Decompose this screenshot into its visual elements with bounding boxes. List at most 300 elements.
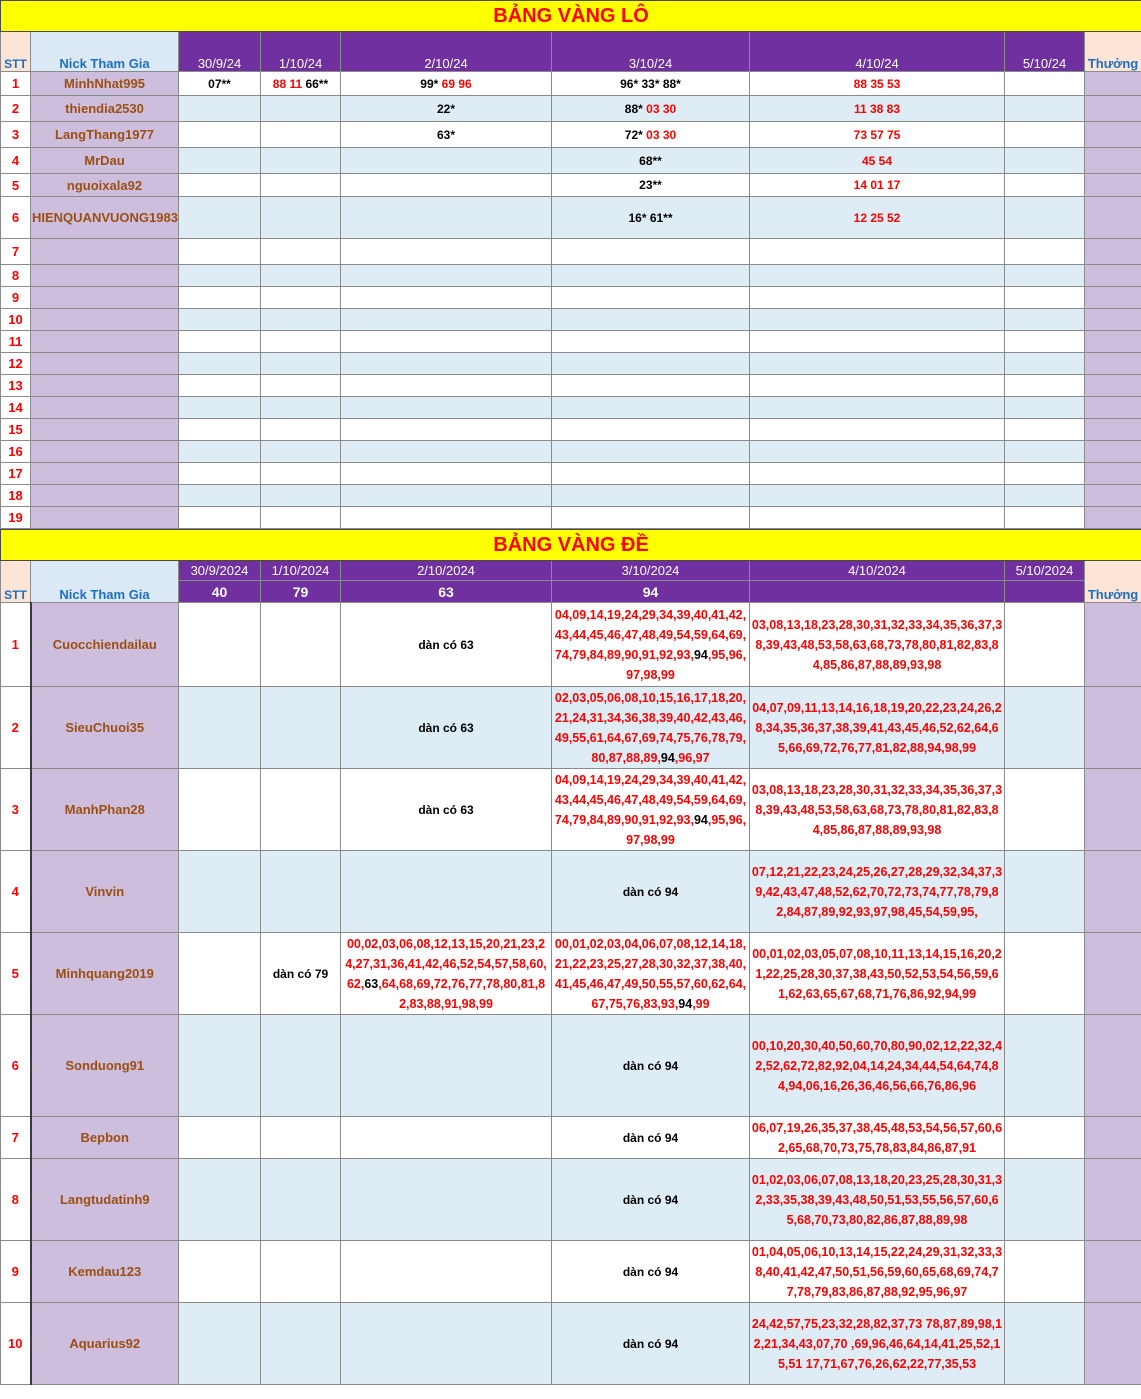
pick-cell[interactable] <box>750 507 1005 529</box>
de-header-stt: STT <box>1 561 31 603</box>
cell-text: 94 <box>678 996 693 1011</box>
pick-cell[interactable] <box>261 239 341 265</box>
pick-cell[interactable] <box>179 197 261 239</box>
thuong-cell[interactable] <box>1085 197 1141 239</box>
pick-cell[interactable] <box>552 72 750 96</box>
thuong-cell[interactable] <box>1085 309 1141 331</box>
pick-cell[interactable] <box>261 197 341 239</box>
pick-cell[interactable] <box>179 1241 261 1303</box>
table-row <box>1 603 1141 687</box>
pick-cell[interactable] <box>179 72 261 96</box>
cell-text: dàn có 94 <box>622 1336 679 1351</box>
table-row <box>1 441 1141 463</box>
pick-cell[interactable] <box>552 375 750 397</box>
table-row <box>1 1241 1141 1303</box>
pick-cell[interactable] <box>1005 331 1085 353</box>
pick-cell[interactable] <box>261 507 341 529</box>
nick-cell <box>31 309 179 331</box>
pick-cell[interactable] <box>261 72 341 96</box>
nick-cell: MinhNhat995 <box>31 72 179 96</box>
nick-cell: Cuocchiendailau <box>31 603 179 687</box>
table-row <box>1 375 1141 397</box>
cell-text: 66** <box>305 76 329 91</box>
cell-text: 00,10,20,30,40,50,60,70,80,90,02,12,22,32,42,52,62,72,82,92,04,14,24,34,44,54,64,74,84,94,06,16,26,36,46,56,66,76,86,96 <box>751 1038 1003 1093</box>
pick-cell[interactable] <box>179 1303 261 1385</box>
pick-cell[interactable] <box>341 485 552 507</box>
pick-cell[interactable] <box>341 72 552 96</box>
pick-cell[interactable] <box>1005 687 1085 769</box>
pick-cell[interactable] <box>179 309 261 331</box>
pick-cell[interactable] <box>179 239 261 265</box>
nick-cell: ManhPhan28 <box>31 769 179 851</box>
thuong-cell[interactable] <box>1085 485 1141 507</box>
cell-text: 99* <box>420 76 442 91</box>
pick-cell[interactable] <box>261 1015 341 1117</box>
pick-cell[interactable] <box>261 287 341 309</box>
row-number: 11 <box>1 331 31 353</box>
pick-cell[interactable] <box>1005 265 1085 287</box>
row-number: 6 <box>1 1015 31 1117</box>
row-number: 19 <box>1 507 31 529</box>
pick-cell[interactable] <box>341 1241 552 1303</box>
pick-cell[interactable] <box>552 239 750 265</box>
cell-text: 72* <box>624 127 647 142</box>
table-row <box>1 353 1141 375</box>
pick-cell[interactable] <box>552 441 750 463</box>
lo-body <box>1 72 1141 529</box>
de-header-date: 1/10/2024 <box>261 561 341 581</box>
pick-cell[interactable] <box>1005 485 1085 507</box>
nick-cell <box>31 375 179 397</box>
pick-cell[interactable] <box>552 1303 750 1385</box>
pick-cell[interactable] <box>1005 769 1085 851</box>
pick-cell[interactable] <box>750 933 1005 1015</box>
cell-text: 68** <box>639 153 662 168</box>
thuong-cell[interactable] <box>1085 353 1141 375</box>
pick-cell[interactable] <box>341 1015 552 1117</box>
de-result <box>1005 581 1085 603</box>
row-number: 4 <box>1 851 31 933</box>
pick-cell[interactable] <box>1005 287 1085 309</box>
pick-cell[interactable] <box>1005 174 1085 197</box>
cell-text: 88* <box>624 101 647 116</box>
thuong-cell[interactable] <box>1085 419 1141 441</box>
thuong-cell[interactable] <box>1085 122 1141 148</box>
pick-cell[interactable] <box>179 148 261 174</box>
pick-cell[interactable] <box>750 1303 1005 1385</box>
pick-cell[interactable] <box>552 507 750 529</box>
pick-cell[interactable] <box>179 1015 261 1117</box>
row-number: 8 <box>1 265 31 287</box>
pick-cell[interactable] <box>341 441 552 463</box>
pick-cell[interactable] <box>179 96 261 122</box>
row-number: 2 <box>1 96 31 122</box>
pick-cell[interactable] <box>341 397 552 419</box>
row-number: 9 <box>1 1241 31 1303</box>
nick-cell <box>31 353 179 375</box>
pick-cell[interactable] <box>1005 933 1085 1015</box>
cell-text: 14 01 17 <box>853 178 901 192</box>
row-number: 2 <box>1 687 31 769</box>
nick-cell: MrDau <box>31 148 179 174</box>
thuong-cell[interactable] <box>1085 463 1141 485</box>
nick-cell <box>31 331 179 353</box>
nick-cell: Bepbon <box>31 1117 179 1159</box>
pick-cell[interactable] <box>179 174 261 197</box>
pick-cell[interactable] <box>261 687 341 769</box>
cell-text: 45 54 <box>861 153 893 168</box>
cell-text: 11 38 83 <box>853 101 901 116</box>
cell-text: 07** <box>208 76 231 91</box>
pick-cell[interactable] <box>1005 96 1085 122</box>
pick-cell[interactable] <box>750 309 1005 331</box>
pick-cell[interactable] <box>552 1159 750 1241</box>
pick-cell[interactable] <box>750 419 1005 441</box>
pick-cell[interactable] <box>341 687 552 769</box>
pick-cell[interactable] <box>750 122 1005 148</box>
pick-cell[interactable] <box>750 441 1005 463</box>
cell-text: 22* <box>436 101 456 116</box>
pick-cell[interactable] <box>261 1241 341 1303</box>
pick-cell[interactable] <box>179 397 261 419</box>
pick-cell[interactable] <box>1005 122 1085 148</box>
pick-cell[interactable] <box>750 397 1005 419</box>
pick-cell[interactable] <box>1005 1117 1085 1159</box>
cell-text: dàn có 94 <box>622 1058 679 1073</box>
pick-cell[interactable] <box>179 1159 261 1241</box>
nick-cell: LangThang1977 <box>31 122 179 148</box>
lo-header-date: 2/10/24 <box>341 32 552 72</box>
row-number: 14 <box>1 397 31 419</box>
pick-cell[interactable] <box>552 397 750 419</box>
pick-cell[interactable] <box>341 197 552 239</box>
pick-cell[interactable] <box>552 419 750 441</box>
pick-cell[interactable] <box>552 851 750 933</box>
pick-cell[interactable] <box>1005 353 1085 375</box>
table-row <box>1 265 1141 287</box>
pick-cell[interactable] <box>750 375 1005 397</box>
pick-cell[interactable] <box>261 309 341 331</box>
table-row <box>1 287 1141 309</box>
pick-cell[interactable] <box>179 331 261 353</box>
de-header-nick: Nick Tham Gia <box>31 561 179 603</box>
thuong-cell[interactable] <box>1085 1303 1141 1385</box>
pick-cell[interactable] <box>341 122 552 148</box>
thuong-cell[interactable] <box>1085 1117 1141 1159</box>
pick-cell[interactable] <box>1005 239 1085 265</box>
pick-cell[interactable] <box>1005 197 1085 239</box>
pick-cell[interactable] <box>179 933 261 1015</box>
table-row <box>1 769 1141 851</box>
pick-cell[interactable] <box>261 174 341 197</box>
pick-cell[interactable] <box>750 148 1005 174</box>
table-row <box>1 72 1141 96</box>
nick-cell: Kemdau123 <box>31 1241 179 1303</box>
pick-cell[interactable] <box>552 769 750 851</box>
pick-cell[interactable] <box>261 485 341 507</box>
table-row <box>1 687 1141 769</box>
pick-cell[interactable] <box>341 1117 552 1159</box>
pick-cell[interactable] <box>1005 72 1085 96</box>
pick-cell[interactable] <box>750 265 1005 287</box>
pick-cell[interactable] <box>261 933 341 1015</box>
row-number: 13 <box>1 375 31 397</box>
pick-cell[interactable] <box>552 463 750 485</box>
thuong-cell[interactable] <box>1085 1241 1141 1303</box>
table-row <box>1 309 1141 331</box>
pick-cell[interactable] <box>179 353 261 375</box>
pick-cell[interactable] <box>179 441 261 463</box>
pick-cell[interactable] <box>750 687 1005 769</box>
thuong-cell[interactable] <box>1085 174 1141 197</box>
pick-cell[interactable] <box>261 851 341 933</box>
pick-cell[interactable] <box>341 463 552 485</box>
pick-cell[interactable] <box>179 463 261 485</box>
table-row <box>1 1303 1141 1385</box>
cell-text: 73 57 75 <box>853 127 901 142</box>
table-row <box>1 485 1141 507</box>
pick-cell[interactable] <box>1005 1303 1085 1385</box>
row-number: 12 <box>1 353 31 375</box>
thuong-cell[interactable] <box>1085 1015 1141 1117</box>
thuong-cell[interactable] <box>1085 331 1141 353</box>
pick-cell[interactable] <box>552 603 750 687</box>
thuong-cell[interactable] <box>1085 441 1141 463</box>
pick-cell[interactable] <box>261 1117 341 1159</box>
cell-text: 06,07,19,26,35,37,38,45,48,53,54,56,57,60,62,65,68,70,73,75,78,83,84,86,87,91 <box>751 1120 1003 1155</box>
pick-cell[interactable] <box>261 96 341 122</box>
thuong-cell[interactable] <box>1085 375 1141 397</box>
pick-cell[interactable] <box>750 851 1005 933</box>
pick-cell[interactable] <box>1005 419 1085 441</box>
pick-cell[interactable] <box>179 769 261 851</box>
cell-text: dàn có 94 <box>622 1264 679 1279</box>
pick-cell[interactable] <box>552 1241 750 1303</box>
pick-cell[interactable] <box>261 603 341 687</box>
pick-cell[interactable] <box>1005 507 1085 529</box>
pick-cell[interactable] <box>179 603 261 687</box>
thuong-cell[interactable] <box>1085 397 1141 419</box>
table-row <box>1 331 1141 353</box>
pick-cell[interactable] <box>552 1117 750 1159</box>
pick-cell[interactable] <box>750 197 1005 239</box>
thuong-cell[interactable] <box>1085 769 1141 851</box>
table-row <box>1 239 1141 265</box>
cell-text: 01,04,05,06,10,13,14,15,22,24,29,31,32,33,38,40,41,42,47,50,51,56,59,60,65,68,69,74,77,78,79,83,86,87,88,92,95,96,97 <box>751 1244 1003 1299</box>
thuong-cell[interactable] <box>1085 603 1141 687</box>
pick-cell[interactable] <box>750 463 1005 485</box>
pick-cell[interactable] <box>1005 851 1085 933</box>
thuong-cell[interactable] <box>1085 1159 1141 1241</box>
de-result: 40 <box>179 581 261 603</box>
thuong-cell[interactable] <box>1085 265 1141 287</box>
row-number: 17 <box>1 463 31 485</box>
lo-header-date: 1/10/24 <box>261 32 341 72</box>
pick-cell[interactable] <box>1005 463 1085 485</box>
nick-cell: Aquarius92 <box>31 1303 179 1385</box>
pick-cell[interactable] <box>552 122 750 148</box>
pick-cell[interactable] <box>261 265 341 287</box>
pick-cell[interactable] <box>341 287 552 309</box>
cell-text: 00,01,02,03,04,06,07,08,12,14,18,21,22,23,25,27,28,30,32,37,38,40,41,45,46,47,49,50,55,57,60,62,64,67,75,76,83,93, <box>554 936 747 1011</box>
lo-header-date: 5/10/24 <box>1005 32 1085 72</box>
pick-cell[interactable] <box>552 331 750 353</box>
pick-cell[interactable] <box>341 603 552 687</box>
pick-cell[interactable] <box>552 174 750 197</box>
pick-cell[interactable] <box>552 287 750 309</box>
de-body <box>1 603 1141 1385</box>
pick-cell[interactable] <box>552 197 750 239</box>
pick-cell[interactable] <box>341 331 552 353</box>
pick-cell[interactable] <box>341 148 552 174</box>
pick-cell[interactable] <box>341 769 552 851</box>
row-number: 8 <box>1 1159 31 1241</box>
pick-cell[interactable] <box>341 239 552 265</box>
cell-text: dàn có 94 <box>622 1130 679 1145</box>
pick-cell[interactable] <box>1005 1241 1085 1303</box>
pick-cell[interactable] <box>179 265 261 287</box>
pick-cell[interactable] <box>552 353 750 375</box>
pick-cell[interactable] <box>341 174 552 197</box>
pick-cell[interactable] <box>341 353 552 375</box>
row-number: 1 <box>1 72 31 96</box>
pick-cell[interactable] <box>261 441 341 463</box>
pick-cell[interactable] <box>1005 1015 1085 1117</box>
de-header-date: 2/10/2024 <box>341 561 552 581</box>
cell-text: 04,09,14,19,24,29,34,39,40,41,42,43,44,45,46,47,48,49,54,59,64,69,74,79,84,89,90,91,92,93, <box>554 607 747 662</box>
pick-cell[interactable] <box>261 397 341 419</box>
pick-cell[interactable] <box>750 1159 1005 1241</box>
pick-cell[interactable] <box>261 148 341 174</box>
thuong-cell[interactable] <box>1085 933 1141 1015</box>
pick-cell[interactable] <box>750 1015 1005 1117</box>
pick-cell[interactable] <box>341 1159 552 1241</box>
pick-cell[interactable] <box>750 72 1005 96</box>
pick-cell[interactable] <box>750 603 1005 687</box>
row-number: 18 <box>1 485 31 507</box>
pick-cell[interactable] <box>552 933 750 1015</box>
pick-cell[interactable] <box>552 309 750 331</box>
pick-cell[interactable] <box>261 1159 341 1241</box>
pick-cell[interactable] <box>552 687 750 769</box>
thuong-cell[interactable] <box>1085 148 1141 174</box>
pick-cell[interactable] <box>750 1117 1005 1159</box>
pick-cell[interactable] <box>341 507 552 529</box>
pick-cell[interactable] <box>341 1303 552 1385</box>
de-header-row <box>1 561 1141 581</box>
pick-cell[interactable] <box>341 419 552 441</box>
pick-cell[interactable] <box>341 265 552 287</box>
pick-cell[interactable] <box>261 331 341 353</box>
pick-cell[interactable] <box>341 309 552 331</box>
cell-text: 01,02,03,06,07,08,13,18,20,23,25,28,30,31,32,33,35,38,39,43,48,50,51,53,55,56,57,60,65,68,70,73,80,82,86,87,88,89,98 <box>751 1172 1003 1227</box>
pick-cell[interactable] <box>341 96 552 122</box>
pick-cell[interactable] <box>261 769 341 851</box>
pick-cell[interactable] <box>750 174 1005 197</box>
pick-cell[interactable] <box>1005 603 1085 687</box>
pick-cell[interactable] <box>341 375 552 397</box>
pick-cell[interactable] <box>179 485 261 507</box>
lo-header-date: 4/10/24 <box>750 32 1005 72</box>
pick-cell[interactable] <box>1005 148 1085 174</box>
de-header-date: 3/10/2024 <box>552 561 750 581</box>
pick-cell[interactable] <box>179 687 261 769</box>
pick-cell[interactable] <box>261 419 341 441</box>
pick-cell[interactable] <box>261 375 341 397</box>
pick-cell[interactable] <box>750 769 1005 851</box>
thuong-cell[interactable] <box>1085 851 1141 933</box>
cell-text: 03 30 <box>646 101 677 116</box>
thuong-cell[interactable] <box>1085 72 1141 96</box>
table-row <box>1 1117 1141 1159</box>
pick-cell[interactable] <box>179 375 261 397</box>
pick-cell[interactable] <box>261 1303 341 1385</box>
pick-cell[interactable] <box>750 485 1005 507</box>
pick-cell[interactable] <box>750 1241 1005 1303</box>
pick-cell[interactable] <box>261 353 341 375</box>
cell-text: dàn có 63 <box>418 637 474 652</box>
de-table <box>0 529 1141 1385</box>
nick-cell: SieuChuoi35 <box>31 687 179 769</box>
pick-cell[interactable] <box>179 851 261 933</box>
pick-cell[interactable] <box>179 507 261 529</box>
pick-cell[interactable] <box>1005 309 1085 331</box>
cell-text: 04,09,14,19,24,29,34,39,40,41,42,43,44,45,46,47,48,49,54,59,64,69,74,79,84,89,90,91,92,93, <box>554 772 747 827</box>
thuong-cell[interactable] <box>1085 239 1141 265</box>
pick-cell[interactable] <box>750 331 1005 353</box>
cell-text: 63* <box>436 127 456 142</box>
pick-cell[interactable] <box>750 239 1005 265</box>
pick-cell[interactable] <box>341 851 552 933</box>
pick-cell[interactable] <box>552 1015 750 1117</box>
pick-cell[interactable] <box>179 1117 261 1159</box>
de-header-date: 30/9/2024 <box>179 561 261 581</box>
pick-cell[interactable] <box>1005 375 1085 397</box>
pick-cell[interactable] <box>1005 397 1085 419</box>
nick-cell <box>31 287 179 309</box>
lo-header-row <box>1 32 1141 72</box>
pick-cell[interactable] <box>1005 1159 1085 1241</box>
thuong-cell[interactable] <box>1085 96 1141 122</box>
pick-cell[interactable] <box>552 265 750 287</box>
pick-cell[interactable] <box>552 485 750 507</box>
pick-cell[interactable] <box>552 148 750 174</box>
cell-text: ,95,96,97,98,99 <box>626 812 747 847</box>
pick-cell[interactable] <box>750 96 1005 122</box>
cell-text: 88 35 53 <box>853 76 901 91</box>
cell-text: 00,01,02,03,05,07,08,10,11,13,14,15,16,20,21,22,25,28,30,37,38,43,50,52,53,54,56,59,61,62,63,65,67,68,71,76,86,92,94,99 <box>752 946 1002 1001</box>
cell-text: dàn có 63 <box>418 720 474 735</box>
pick-cell[interactable] <box>179 287 261 309</box>
pick-cell[interactable] <box>341 933 552 1015</box>
lo-header-nick: Nick Tham Gia <box>31 32 179 72</box>
nick-cell: HIENQUANVUONG1983 <box>31 197 179 239</box>
cell-text: dàn có 94 <box>622 1192 679 1207</box>
pick-cell[interactable] <box>750 353 1005 375</box>
pick-cell[interactable] <box>179 122 261 148</box>
thuong-cell[interactable] <box>1085 687 1141 769</box>
thuong-cell[interactable] <box>1085 507 1141 529</box>
thuong-cell[interactable] <box>1085 287 1141 309</box>
pick-cell[interactable] <box>261 122 341 148</box>
pick-cell[interactable] <box>261 463 341 485</box>
pick-cell[interactable] <box>1005 441 1085 463</box>
de-result: 63 <box>341 581 552 603</box>
nick-cell <box>31 441 179 463</box>
pick-cell[interactable] <box>179 419 261 441</box>
pick-cell[interactable] <box>750 287 1005 309</box>
pick-cell[interactable] <box>552 96 750 122</box>
